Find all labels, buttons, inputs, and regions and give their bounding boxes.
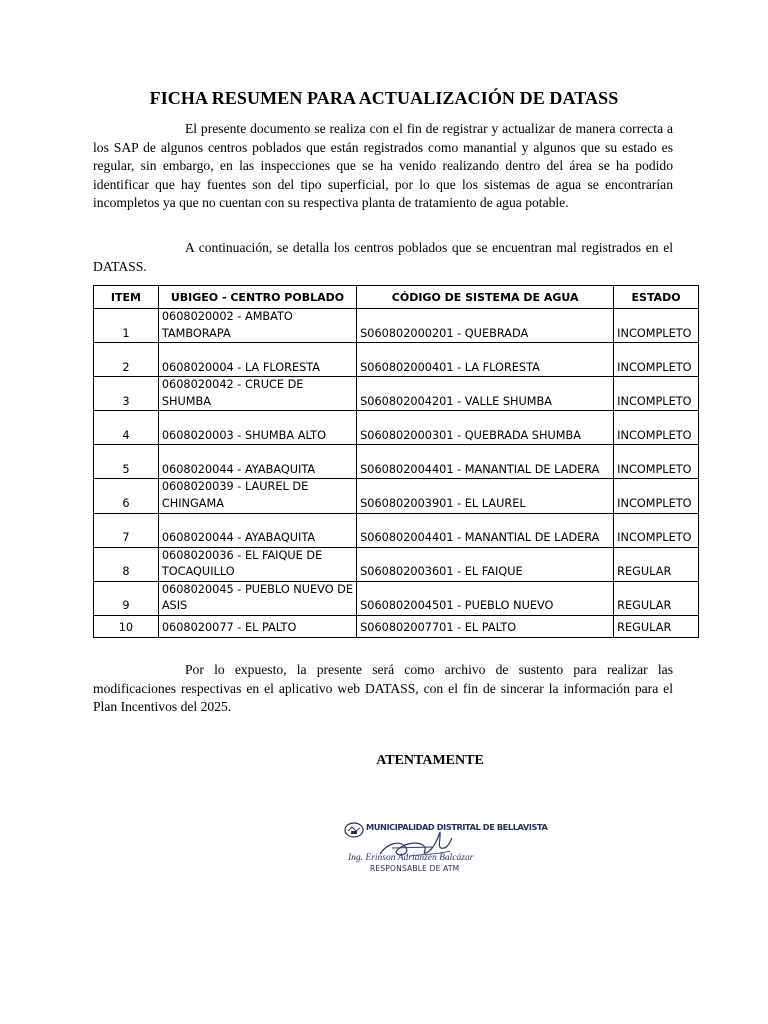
cell-ubigeo: 0608020044 - AYABAQUITA	[158, 513, 356, 547]
cell-codigo: S060802007701 - EL PALTO	[357, 615, 614, 637]
cell-ubigeo: 0608020077 - EL PALTO	[158, 615, 356, 637]
stamp-institution: MUNICIPALIDAD DISTRITAL DE BELLAVISTA	[366, 822, 548, 832]
header-item: ITEM	[94, 286, 159, 309]
detail-paragraph-text: A continuación, se detalla los centros poblados que se encuentran mal registrados en el DATASS.	[93, 240, 673, 274]
document-title: FICHA RESUMEN PARA ACTUALIZACIÓN DE DATASS	[149, 88, 619, 108]
cell-codigo: S060802004201 - VALLE SHUMBA	[357, 377, 614, 411]
table-row	[94, 513, 699, 547]
cell-estado: INCOMPLETO	[614, 411, 699, 445]
closing-salutation: ATENTAMENTE	[376, 753, 484, 768]
table-row	[94, 343, 699, 377]
cell-codigo: S060802004401 - MANANTIAL DE LADERA	[357, 513, 614, 547]
cell-estado: INCOMPLETO	[614, 479, 699, 513]
cell-item: 5	[94, 445, 159, 479]
table-row	[94, 411, 699, 445]
cell-ubigeo: 0608020004 - LA FLORESTA	[158, 343, 356, 377]
cell-estado: REGULAR	[614, 547, 699, 581]
conclusion-paragraph	[93, 661, 673, 717]
cell-ubigeo: 0608020044 - AYABAQUITA	[158, 445, 356, 479]
cell-item: 8	[94, 547, 159, 581]
table-row	[94, 615, 699, 637]
detail-paragraph	[93, 239, 673, 276]
cell-estado: INCOMPLETO	[614, 309, 699, 343]
cell-estado: INCOMPLETO	[614, 445, 699, 479]
cell-ubigeo: 0608020036 - EL FAIQUE DE TOCAQUILLO	[158, 547, 356, 581]
intro-paragraph-text: El presente documento se realiza con el fin de registrar y actualizar de manera correcta a los SAP de algunos centros poblados que están registrados como manantial y algunos que su estado es regular, sin embargo, en las inspecciones que se ha venido realizando dentro del área se ha podido identificar que hay fuentes son del tipo superficial, por lo que los sistemas de agua se encontrarían incompletos ya que no cuentan con su respectiva planta de tratamiento de agua potable.	[93, 121, 673, 211]
cell-ubigeo: 0608020039 - LAUREL DE CHINGAMA	[158, 479, 356, 513]
cell-item: 9	[94, 581, 159, 615]
cell-estado: INCOMPLETO	[614, 377, 699, 411]
cell-estado: INCOMPLETO	[614, 343, 699, 377]
cell-ubigeo: 0608020042 - CRUCE DE SHUMBA	[158, 377, 356, 411]
cell-codigo: S060802000301 - QUEBRADA SHUMBA	[357, 411, 614, 445]
table-row	[94, 445, 699, 479]
cell-ubigeo: 0608020002 - AMBATO TAMBORAPA	[158, 309, 356, 343]
cell-item: 10	[94, 615, 159, 637]
table-row	[94, 377, 699, 411]
centros-poblados-table	[93, 285, 699, 638]
cell-item: 3	[94, 377, 159, 411]
table-row	[94, 581, 699, 615]
table-row	[94, 547, 699, 581]
cell-estado: REGULAR	[614, 615, 699, 637]
table-row	[94, 309, 699, 343]
cell-item: 4	[94, 411, 159, 445]
cell-estado: REGULAR	[614, 581, 699, 615]
cell-item: 2	[94, 343, 159, 377]
stamp-role: RESPONSABLE DE ATM	[370, 864, 460, 873]
cell-codigo: S060802003901 - EL LAUREL	[357, 479, 614, 513]
cell-item: 1	[94, 309, 159, 343]
cell-codigo: S060802004501 - PUEBLO NUEVO	[357, 581, 614, 615]
header-ubigeo: UBIGEO - CENTRO POBLADO	[158, 286, 356, 309]
signature-stamp	[340, 818, 548, 878]
header-codigo: CÓDIGO DE SISTEMA DE AGUA	[357, 286, 614, 309]
conclusion-paragraph-text: Por lo expuesto, la presente será como archivo de sustento para realizar las modificaciones respectivas en el aplicativo web DATASS, con el fin de sincerar la información para el Plan Incentivos del 2025.	[93, 662, 673, 715]
cell-item: 7	[94, 513, 159, 547]
cell-ubigeo: 0608020045 - PUEBLO NUEVO DE ASIS	[158, 581, 356, 615]
cell-ubigeo: 0608020003 - SHUMBA ALTO	[158, 411, 356, 445]
stamp-name: Ing. Erinson Adrianzén Balcázar	[348, 853, 474, 863]
cell-item: 6	[94, 479, 159, 513]
cell-codigo: S060802000201 - QUEBRADA	[357, 309, 614, 343]
table-header-row	[94, 286, 699, 309]
cell-codigo: S060802000401 - LA FLORESTA	[357, 343, 614, 377]
cell-estado: INCOMPLETO	[614, 513, 699, 547]
intro-paragraph	[93, 120, 673, 213]
table-row	[94, 479, 699, 513]
cell-codigo: S060802004401 - MANANTIAL DE LADERA	[357, 445, 614, 479]
header-estado: ESTADO	[614, 286, 699, 309]
cell-codigo: S060802003601 - EL FAIQUE	[357, 547, 614, 581]
